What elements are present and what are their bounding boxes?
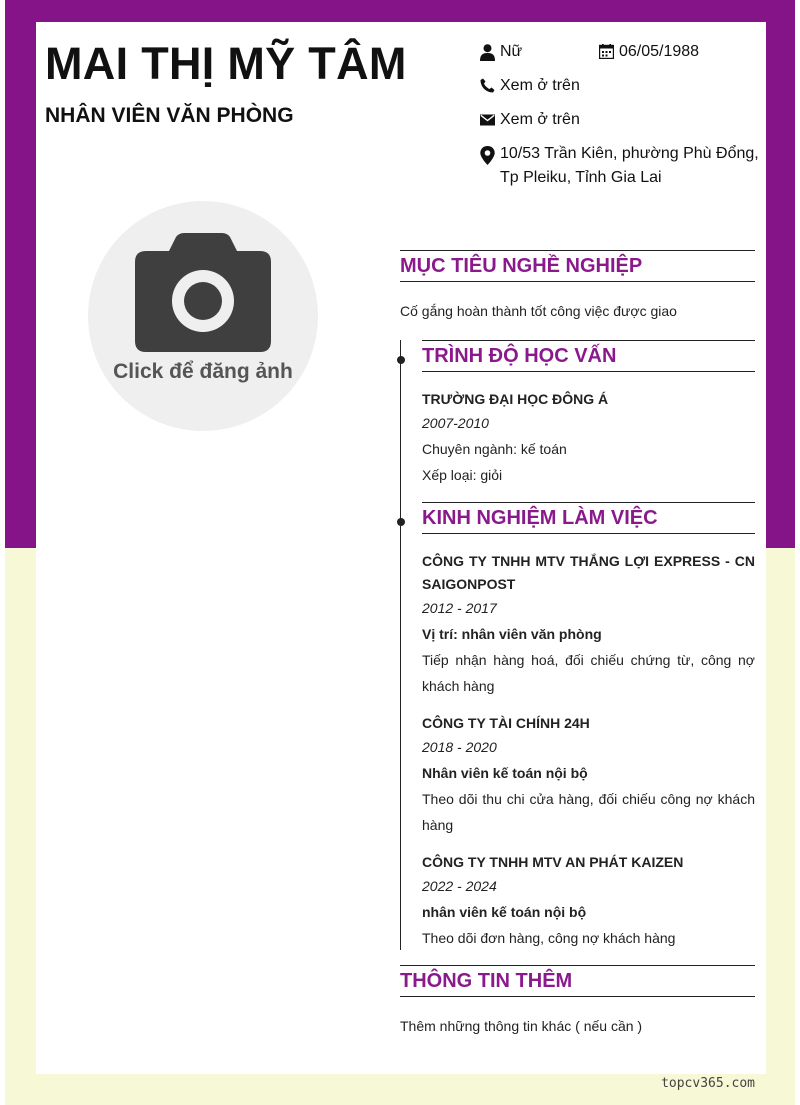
envelope-icon xyxy=(480,112,496,130)
job-company: CÔNG TY TÀI CHÍNH 24H xyxy=(422,715,590,731)
job-description: Theo dõi thu chi cửa hàng, đối chiếu công nợ khách hàng xyxy=(422,791,755,833)
gender-value: Nữ xyxy=(500,43,523,60)
education-heading xyxy=(422,340,755,372)
email-field xyxy=(480,111,580,132)
job-description: Theo dõi đơn hàng, công nợ khách hàng xyxy=(422,930,676,946)
career-goal-title: MỤC TIÊU NGHỀ NGHIỆP xyxy=(400,255,643,277)
location-pin-icon xyxy=(480,146,496,164)
candidate-name: MAI THỊ MỸ TÂM xyxy=(45,38,407,89)
footer-url: topcv365.com xyxy=(661,1076,755,1091)
career-goal-heading xyxy=(400,250,755,282)
job-period: 2018 - 2020 xyxy=(422,739,497,755)
education-grade: Xếp loại: giỏi xyxy=(422,467,503,483)
avatar-upload[interactable] xyxy=(88,201,318,431)
experience-title: KINH NGHIỆM LÀM VIỆC xyxy=(422,507,658,529)
job-role: Vị trí: nhân viên văn phòng xyxy=(422,626,602,642)
timeline-line xyxy=(400,340,401,950)
birthdate-value: 06/05/1988 xyxy=(619,43,700,60)
address-value: 10/53 Trần Kiên, phường Phù Đổng, Tp Pleiku, Tỉnh Gia Lai xyxy=(500,145,759,186)
phone-icon xyxy=(480,78,496,96)
job-entry xyxy=(422,550,755,699)
email-value: Xem ở trên xyxy=(500,111,580,128)
camera-icon xyxy=(134,233,272,355)
education-entry xyxy=(422,388,755,488)
phone-value: Xem ở trên xyxy=(500,77,580,94)
additional-info-text: Thêm những thông tin khác ( nếu cần ) xyxy=(400,1018,643,1034)
job-period: 2012 - 2017 xyxy=(422,600,497,616)
experience-heading xyxy=(422,502,755,534)
job-entry xyxy=(422,712,755,838)
job-company: CÔNG TY TNHH MTV AN PHÁT KAIZEN xyxy=(422,854,684,870)
job-entry xyxy=(422,851,755,951)
education-title: TRÌNH ĐỘ HỌC VẤN xyxy=(422,345,617,367)
education-major: Chuyên ngành: kế toán xyxy=(422,441,567,457)
education-period: 2007-2010 xyxy=(422,415,489,431)
job-role: nhân viên kế toán nội bộ xyxy=(422,904,587,920)
gender-field xyxy=(480,43,522,64)
timeline-dot-education xyxy=(397,356,405,364)
job-description: Tiếp nhận hàng hoá, đối chiếu chứng từ, công nợ khách hàng xyxy=(422,652,755,694)
calendar-icon xyxy=(599,44,615,62)
additional-info-title: THÔNG TIN THÊM xyxy=(400,970,573,992)
career-goal-text: Cố gắng hoàn thành tốt công việc được giao xyxy=(400,303,677,319)
phone-field xyxy=(480,77,580,98)
job-company: CÔNG TY TNHH MTV THẮNG LỢI EXPRESS - CN SAIGONPOST xyxy=(422,553,755,592)
job-period: 2022 - 2024 xyxy=(422,878,497,894)
birthdate-field xyxy=(599,43,699,64)
additional-info-heading xyxy=(400,965,755,997)
timeline-dot-experience xyxy=(397,518,405,526)
user-icon xyxy=(480,44,496,62)
candidate-job-title: NHÂN VIÊN VĂN PHÒNG xyxy=(45,104,294,127)
avatar-upload-label: Click để đăng ảnh xyxy=(113,360,293,383)
school-name: TRƯỜNG ĐẠI HỌC ĐÔNG Á xyxy=(422,391,609,407)
job-role: Nhân viên kế toán nội bộ xyxy=(422,765,588,781)
address-field xyxy=(480,145,760,190)
